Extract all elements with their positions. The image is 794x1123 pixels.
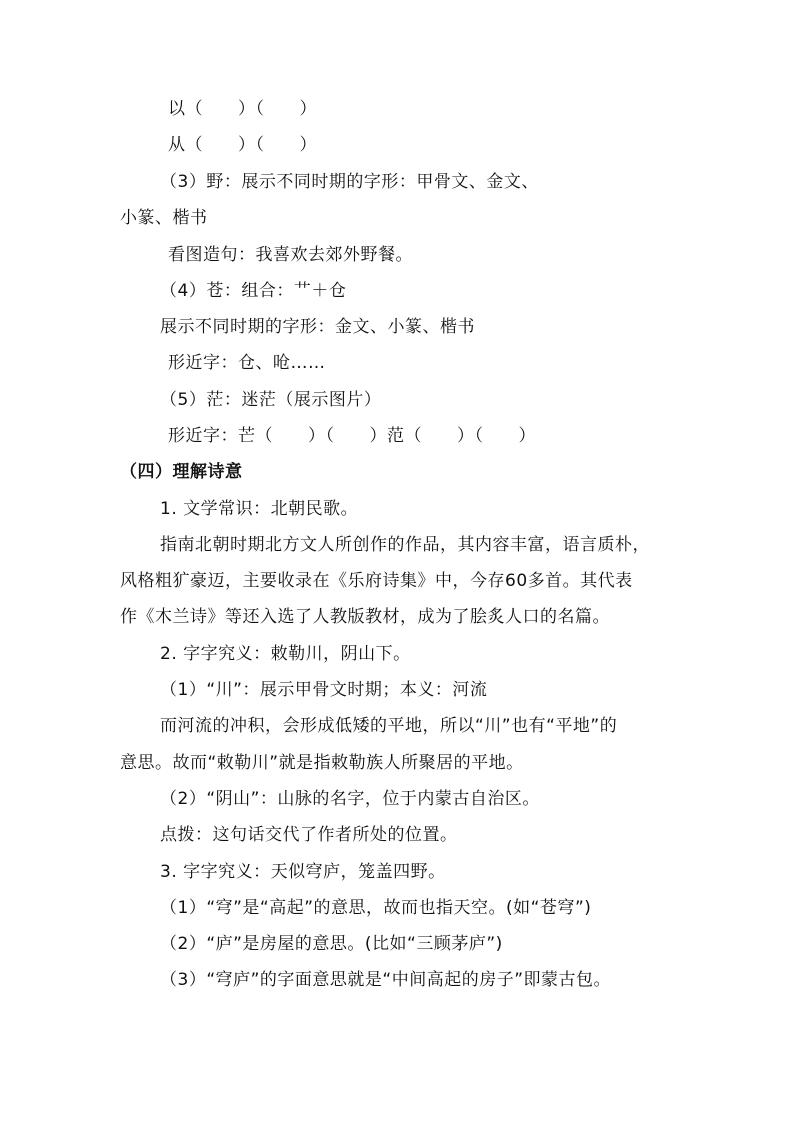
text-line-mang: （5）茫：迷茫（展示图片） <box>160 390 382 410</box>
section-heading: （四）理解诗意 <box>120 462 243 482</box>
text-line-cang-forms: 展示不同时期的字形：金文、小篆、楷书 <box>160 317 475 337</box>
text-line-mang-similar: 形近字：芒（ ）（ ）范（ ）（ ） <box>168 426 536 446</box>
text-line-yi: 以（ ）（ ） <box>168 99 317 119</box>
text-line-qionglu: 3. 字字究义：天似穹庐，笼盖四野。 <box>160 862 446 882</box>
text-line-qionglu-meaning: （3）“穹庐”的字面意思就是“中间高起的房子”即蒙古包。 <box>160 970 612 990</box>
paragraph-line-3: 作《木兰诗》等还入选了人教版教材，成为了脍炙人口的名篇。 <box>120 607 610 627</box>
text-line-cang-similar: 形近字：仓、呛…… <box>168 353 326 373</box>
text-line-cong: 从（ ）（ ） <box>168 135 317 155</box>
paragraph-line-2: 风格粗犷豪迈，主要收录在《乐府诗集》中，今存60多首。其代表 <box>120 571 633 591</box>
text-line-chile: 2. 字字究义：敕勒川，阴山下。 <box>160 644 411 664</box>
text-line-sentence: 看图造句：我喜欢去郊外野餐。 <box>168 245 413 265</box>
text-line-qiong: （1）“穹”是“高起”的意思，故而也指天空。(如“苍穹”) <box>160 898 592 918</box>
text-line-yinshan: （2）“阴山”：山脉的名字，位于内蒙古自治区。 <box>160 789 540 809</box>
text-line-literature: 1. 文学常识：北朝民歌。 <box>160 499 359 519</box>
text-line-hint: 点拨：这句话交代了作者所处的位置。 <box>160 825 458 845</box>
paragraph-line-1: 指南北朝时期北方文人所创作的作品，其内容丰富，语言质朴， <box>160 535 650 555</box>
text-line-ye: （3）野：展示不同时期的字形：甲骨文、金文、 <box>160 172 539 192</box>
text-line-chuan: （1）“川”：展示甲骨文时期；本义：河流 <box>160 680 488 700</box>
paragraph-chuan-1: 而河流的冲积，会形成低矮的平地，所以“川”也有“平地”的 <box>160 716 618 736</box>
paragraph-chuan-2: 意思。故而“敕勒川”就是指敕勒族人所聚居的平地。 <box>120 753 524 773</box>
text-line-cang: （4）苍：组合：艹＋仓 <box>160 281 347 301</box>
text-line-lu: （2）“庐”是房屋的意思。(比如“三顾茅庐”) <box>160 934 503 954</box>
text-line-ye-cont: 小篆、楷书 <box>120 208 208 228</box>
